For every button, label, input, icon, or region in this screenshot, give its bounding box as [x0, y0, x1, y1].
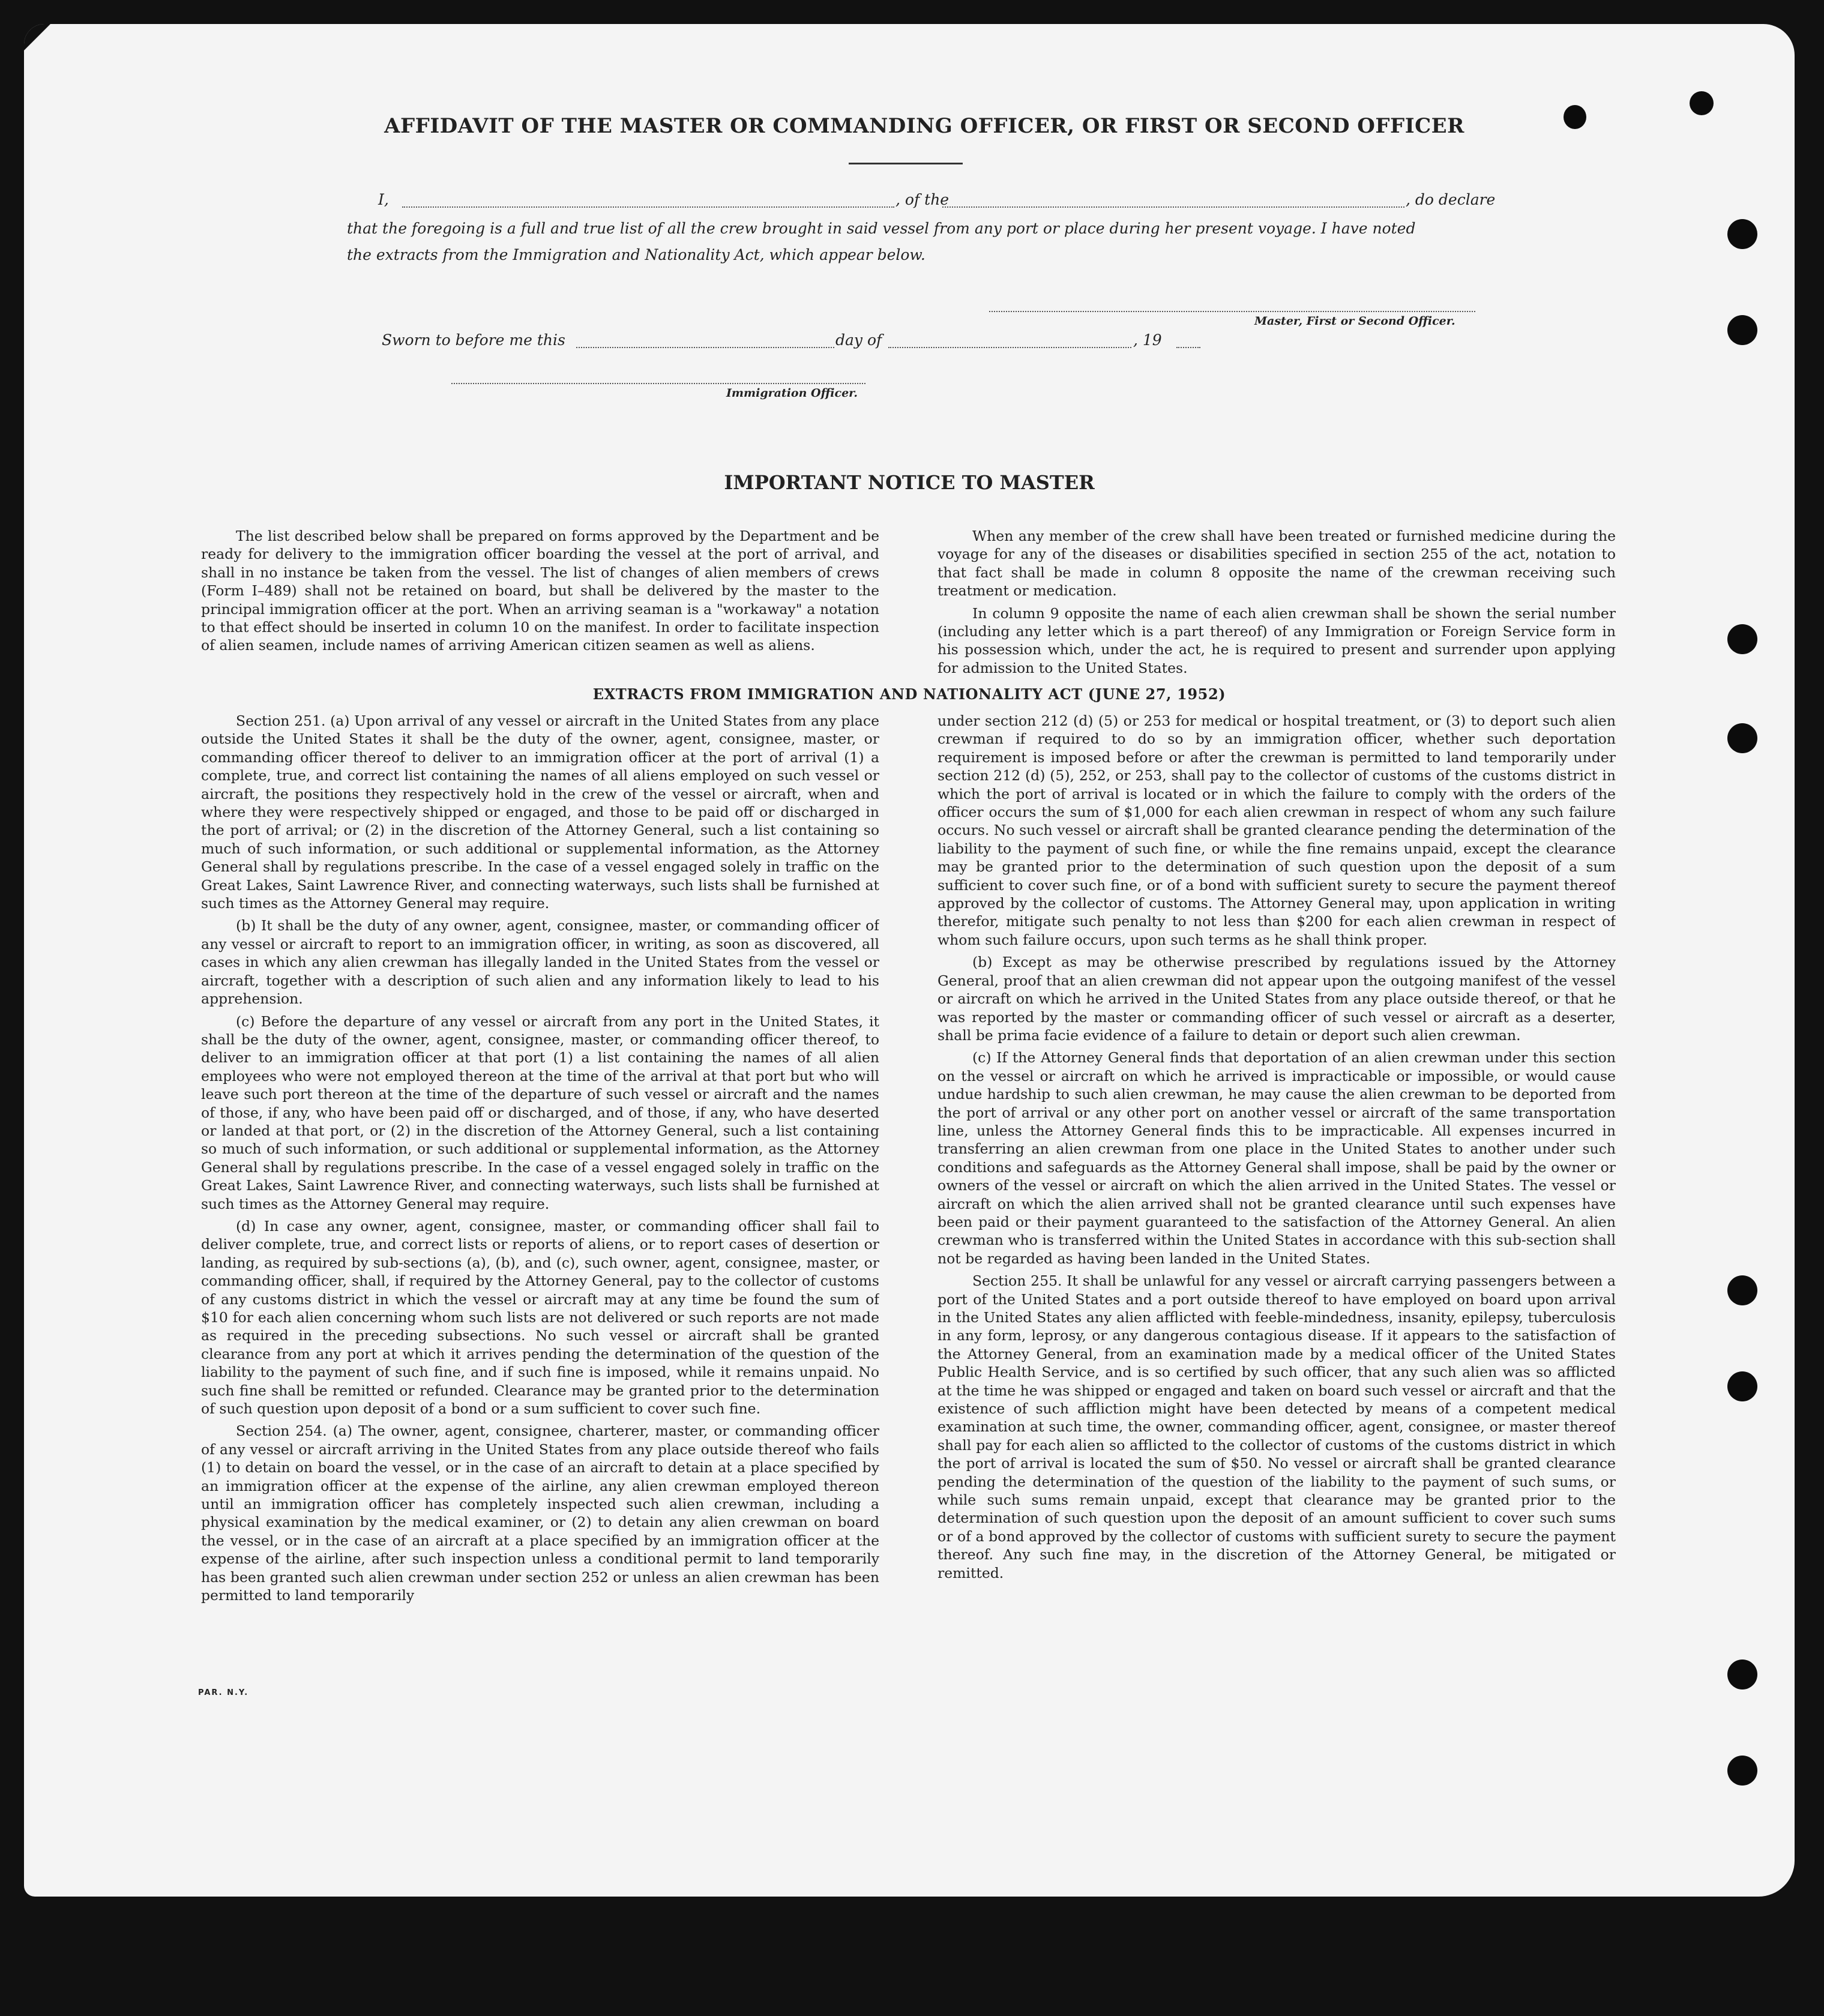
sworn-day-field[interactable]	[576, 347, 834, 348]
section-254b: (b) Except as may be otherwise prescribed by regulations issued by the Attorney General, proof that an alien crewman did not appear upon the outgoing manifest of the vessel or aircraft on which he arrived in the United States from any place outside thereof, or that he was reported by the master or commanding officer of such vessel or aircraft as a deserter, shall be prima facie evidence of a failure to detain or deport such alien crewman.	[938, 954, 1616, 1044]
sworn-label: Sworn to before me this	[382, 331, 565, 349]
sworn-month-field[interactable]	[888, 347, 1131, 348]
binder-hole	[1727, 624, 1757, 654]
binder-hole	[1727, 1756, 1757, 1786]
master-signature-caption: Master, First or Second Officer.	[1254, 314, 1455, 328]
notice-right-column	[938, 527, 1616, 677]
title-divider	[849, 163, 963, 164]
declarant-name-field[interactable]	[402, 206, 894, 208]
officer-signature-caption: Immigration Officer.	[726, 387, 858, 400]
declarant-label: I,	[378, 191, 389, 208]
section-251d: (d) In case any owner, agent, consignee, master, or commanding officer shall fail to deliver complete, true, and correct lists or reports of aliens, or to report cases of desertion or landing, as required by sub-sections (a), (b), and (c), such owner, agent, consignee, master, or commanding officer, shall, if required by the Attorney General, pay to the collector of customs of any customs district in which the vessel or aircraft may at any time be found the sum of $10 for each alien concerning whom such lists are not delivered or such reports are not made as required in the preceding subsections. No such vessel or aircraft shall be granted clearance from any port at which it arrives pending the determination of the question of the liability to the payment of such fine, and if such fine is imposed, while it remains unpaid. No such fine shall be remitted or refunded. Clearance may be granted prior to the determination of such question upon deposit of a bond or a sum sufficient to cover such fine.	[201, 1217, 879, 1418]
binder-hole	[1690, 91, 1714, 115]
vessel-name-field[interactable]	[942, 206, 1404, 208]
notice-title: IMPORTANT NOTICE TO MASTER	[724, 471, 1095, 494]
section-251c: (c) Before the departure of any vessel or aircraft from any port in the United States, it shall be the duty of the owner, agent, consignee, master, or commanding officer thereof, to deliver to an immigration officer at that port (1) a list containing the names of all alien employees who were not employed thereon at the time of the arrival at that port but who will leave such port thereon at the time of the departure of such vessel or aircraft and the names of those, if any, who have been paid off or discharged, and of those, if any, who have deserted or landed at that port, or (2) in the discretion of the Attorney General, such a list containing so much of such information, or such additional or supplemental information, as the Attorney General shall by regulations prescribe. In the case of a vessel engaged solely in traffic on the Great Lakes, Saint Lawrence River, and connecting waterways, such lists shall be furnished at such times as the Attorney General may require.	[201, 1013, 879, 1212]
year-label: , 19	[1133, 331, 1162, 349]
extracts-right-column	[938, 712, 1616, 1702]
notice-right-paragraph-1: When any member of the crew shall have been treated or furnished medicine during the voyage for any of the diseases or disabilities specified in section 255 of the act, notation to that fact shall be made in column 8 opposite the name of the crewman receiving such treatment or medication.	[938, 528, 1616, 600]
affidavit-title: AFFIDAVIT OF THE MASTER OR COMMANDING OFFICER, OR FIRST OR SECOND OFFICER	[384, 114, 1464, 138]
printer-mark: PAR. N.Y.	[198, 1688, 249, 1697]
form-page	[24, 24, 1795, 1897]
notice-left-paragraph: The list described below shall be prepared on forms approved by the Department and be ready for delivery to the immigration officer boarding the vessel at the port of arrival, and shall in no instance be taken from the vessel. The list of changes of alien members of crews (Form I–489) shall not be retained on board, but shall be delivered by the master to the principal immigration officer at the port. When an arriving seaman is a "workaway" a notation to that effect should be inserted in column 10 on the manifest. In order to facilitate inspection of alien seamen, include names of arriving American citizen seamen as well as aliens.	[201, 528, 879, 654]
notice-left-column	[201, 527, 879, 671]
section-255: Section 255. It shall be unlawful for any vessel or aircraft carrying passengers between a port of the United States and a port outside thereof to have employed on board upon arrival in the United States any alien afflicted with feeble-mindedness, insanity, epilepsy, tuberculosis in any form, leprosy, or any dangerous contagious disease. If it appears to the satisfaction of the Attorney General, from an examination made by a medical officer of the United States Public Health Service, and is so certified by such officer, that any such alien was so afflicted at the time he was shipped or engaged and taken on board such vessel or aircraft and that the existence of such affliction might have been detected by means of a competent medical examination at such time, the owner, commanding officer, agent, consignee, or master thereof shall pay for each alien so afflicted to the collector of customs of the customs district in which the port of arrival is located the sum of $50. No vessel or aircraft shall be granted clearance pending the determination of the question of the liability to the payment of such sums, or while such sums remain unpaid, except that clearance may be granted prior to the determination of such question upon the deposit of an amount sufficient to cover such sums or of a bond approved by the collector of customs with sufficient surety to secure the payment thereof. Any such fine may, in the discretion of the Attorney General, be mitigated or remitted.	[938, 1272, 1616, 1581]
sworn-year-field[interactable]	[1176, 347, 1200, 348]
do-declare-label: , do declare	[1406, 191, 1496, 208]
declaration-line-2: the extracts from the Immigration and Nationality Act, which appear below.	[347, 246, 926, 263]
notice-right-paragraph-2: In column 9 opposite the name of each alien crewman shall be shown the serial number (including any letter which is a part thereof) of any Immigration or Foreign Service form in his possession which, under the act, he is required to present and surrender upon applying for admission to the United States.	[938, 604, 1616, 676]
section-254a: Section 254. (a) The owner, agent, consignee, charterer, master, or commanding officer of any vessel or aircraft arriving in the United States from any place outside thereof who fails (1) to detain on board the vessel, or in the case of an aircraft to detain at a place specified by an immigration officer at the expense of the airline, any alien crewman employed thereon until an immigration officer has completely inspected such alien crewman, including a physical examination by the medical examiner, or (2) to detain any alien crewman on board the vessel, or in the case of an aircraft at a place specified by an immigration officer at the expense of the airline, after such inspection unless a conditional permit to land temporarily has been granted such alien crewman under section 252 or unless an alien crewman has been permitted to land temporarily	[201, 1422, 879, 1604]
binder-hole	[1727, 1371, 1757, 1401]
section-251a: Section 251. (a) Upon arrival of any vessel or aircraft in the United States from any place outside the United States it shall be the duty of the owner, agent, consignee, master, or commanding officer thereof to deliver to an immigration officer at the port of arrival (1) a complete, true, and correct list containing the names of all aliens employed on such vessel or aircraft, the positions they respectively hold in the crew of the vessel or aircraft, when and where they were respectively shipped or engaged, and those to be paid off or discharged in the port of arrival; or (2) in the discretion of the Attorney General, such a list containing so much of such information, or such additional or supplemental information, as the Attorney General shall by regulations prescribe. In the case of a vessel engaged solely in traffic on the Great Lakes, Saint Lawrence River, and connecting waterways, such lists shall be furnished at such times as the Attorney General may require.	[201, 712, 879, 912]
section-254c: (c) If the Attorney General finds that deportation of an alien crewman under this section on the vessel or aircraft on which he arrived is impracticable or impossible, or would cause undue hardship to such alien crewman, he may cause the alien crewman to be deported from the port of arrival or any other port on another vessel or aircraft of the same transportation line, unless the Attorney General finds this to be impracticable. All expenses incurred in transferring an alien crewman from one place in the United States to another under such conditions and safeguards as the Attorney General shall impose, shall be paid by the owner or owners of the vessel or aircraft on which the alien arrived in the United States. The vessel or aircraft on which the alien arrived shall not be granted clearance until such expenses have been paid or their payment guaranteed to the satisfaction of the Attorney General. An alien crewman who is transferred within the United States in accordance with this sub-section shall not be regarded as having been landed in the United States.	[938, 1049, 1616, 1267]
section-251b: (b) It shall be the duty of any owner, agent, consignee, master, or commanding officer of any vessel or aircraft to report to an immigration officer, in writing, as soon as discovered, all cases in which any alien crewman has illegally landed in the United States from the vessel or aircraft, together with a description of such alien and any information likely to lead to his apprehension.	[201, 917, 879, 1008]
folded-corner	[24, 24, 50, 50]
master-signature-line[interactable]	[989, 311, 1475, 312]
binder-hole	[1727, 723, 1757, 753]
binder-hole	[1727, 219, 1757, 249]
declaration-line-1: that the foregoing is a full and true list of all the crew brought in said vessel from any port or place during her present voyage. I have noted	[347, 220, 1416, 237]
binder-hole	[1727, 1275, 1757, 1305]
officer-signature-line[interactable]	[451, 383, 865, 384]
extracts-left-column	[201, 712, 879, 1703]
section-254a-continued: under section 212 (d) (5) or 253 for medical or hospital treatment, or (3) to deport such alien crewman if required to do so by an immigration officer, whether such deportation requirement is imposed before or after the crewman is permitted to land temporarily under section 212 (d) (5), 252, or 253, shall pay to the collector of customs of the customs district in which the port of arrival is located or in which the failure to comply with the orders of the officer occurs the sum of $1,000 for each alien crewman in respect of whom any such failure occurs. No such vessel or aircraft shall be granted clearance pending the determination of the liability to the payment of such fine, or while the fine remains unpaid, except the clearance may be granted prior to the determination of such question upon the deposit of a sum sufficient to cover such fine, or of a bond with sufficient surety to secure the payment thereof approved by the collector of customs. The Attorney General may, upon application in writing therefor, mitigate such penalty to not less than $200 for each alien crewman in respect of whom such failure occurs, upon such terms as he shall think proper.	[938, 712, 1616, 948]
day-of-label: day of	[835, 331, 882, 349]
binder-hole	[1727, 315, 1757, 345]
vessel-of-the-label: , of the	[895, 191, 950, 208]
binder-hole	[1727, 1659, 1757, 1690]
extracts-title: EXTRACTS FROM IMMIGRATION AND NATIONALITY ACT (JUNE 27, 1952)	[592, 685, 1226, 703]
